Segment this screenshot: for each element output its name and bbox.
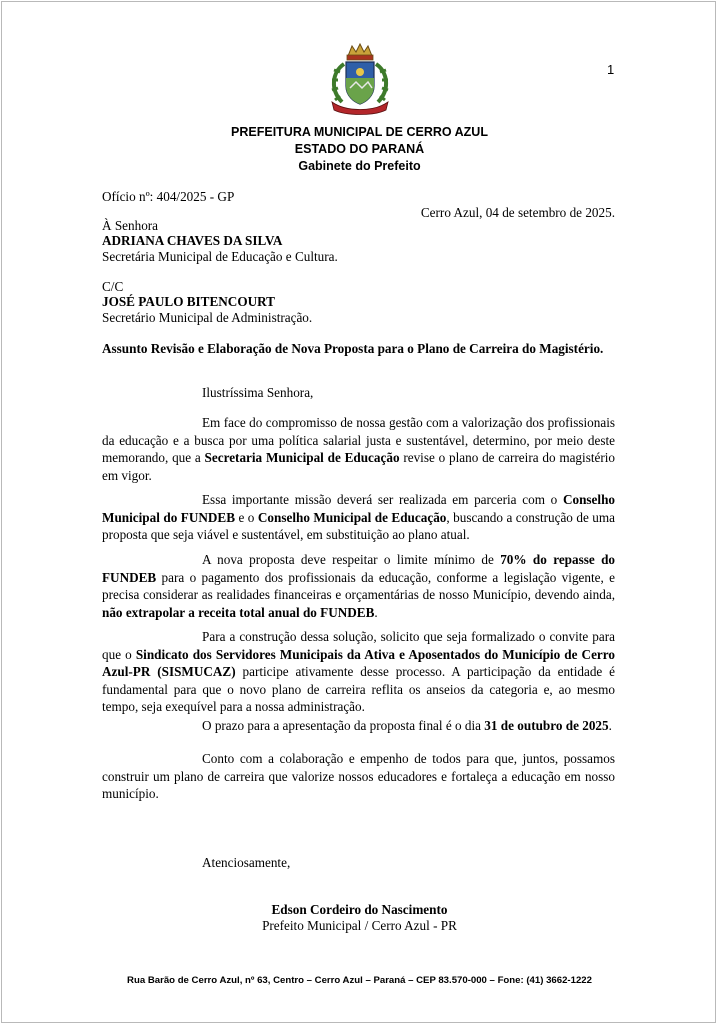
paragraph-4: Para a construção dessa solução, solicito que seja formalizado o convite para que o Sindicato dos Servidores Municipais da Ativa e Aposentados do Município de Cerro Azul-PR (SISMUCAZ) participe ativamente desse processo. A participação da entidade é fundamental para que o novo plano de carreira reflita os anseios da categoria e, ao mesmo tempo, seja exequível para a nossa administração. xyxy=(102,629,615,715)
oficio-number: Ofício nº: 404/2025 - GP xyxy=(102,189,235,204)
paragraph-5: O prazo para a apresentação da proposta final é o dia 31 de outubro de 2025. xyxy=(202,718,612,733)
crown-band xyxy=(347,55,373,60)
recipient-name: ADRIANA CHAVES DA SILVA xyxy=(102,233,283,248)
paragraph-6: Conto com a colaboração e empenho de todos para que, juntos, possamos construir um plano de carreira que valorize nossos educadores e fortaleça a educação em nosso município. xyxy=(102,751,615,802)
recipient-role: Secretária Municipal de Educação e Cultura. xyxy=(102,249,338,264)
page-number: 1 xyxy=(607,62,615,77)
greeting: Ilustríssima Senhora, xyxy=(202,385,314,400)
cc-role: Secretário Municipal de Administração. xyxy=(102,310,313,325)
cc-name: JOSÉ PAULO BITENCOURT xyxy=(102,294,275,309)
header-office: Gabinete do Prefeito xyxy=(298,159,421,173)
salutation-to: À Senhora xyxy=(102,218,159,233)
paragraph-2: Essa importante missão deverá ser realizada em parceria com o Conselho Municipal do FUNDEB e o Conselho Municipal de Educação, buscando a construção de uma proposta que seja viável e sustentável, em substituição ao plano atual. xyxy=(102,492,616,543)
subject-line: Assunto Revisão e Elaboração de Nova Proposta para o Plano de Carreira do Magistério. xyxy=(102,341,604,356)
cc-label: C/C xyxy=(102,279,124,294)
coat-of-arms-emblem xyxy=(322,42,398,118)
paragraph-1: Em face do compromisso de nossa gestão com a valorização dos profissionais da educação e a busca por uma política salarial justa e sustentável, determino, por meio deste memorando, que a Secretaria Municipal de Educação revise o plano de carreira do magistério em vigor. xyxy=(102,415,615,483)
header-title: PREFEITURA MUNICIPAL DE CERRO AZUL xyxy=(231,125,488,139)
document-page xyxy=(1,1,716,1023)
header-state: ESTADO DO PARANÁ xyxy=(294,142,425,156)
signer-name: Edson Cordeiro do Nascimento xyxy=(271,902,448,917)
closing: Atenciosamente, xyxy=(202,855,291,870)
footer-address: Rua Barão de Cerro Azul, nº 63, Centro – Cerro Azul – Paraná – CEP 83.570-000 – Fone: (41) 3662-1222 xyxy=(127,975,592,986)
crown xyxy=(348,44,372,56)
paragraph-3: A nova proposta deve respeitar o limite mínimo de 70% do repasse do FUNDEB para o pagamento dos profissionais da educação, conforme a legislação vigente, e precisa considerar as realidades financeiras e orçamentárias de nosso Município, devendo ainda, não extrapolar a receita total anual do FUNDEB. xyxy=(102,552,615,620)
place-date: Cerro Azul, 04 de setembro de 2025. xyxy=(420,205,615,220)
signer-role: Prefeito Municipal / Cerro Azul - PR xyxy=(262,918,457,933)
